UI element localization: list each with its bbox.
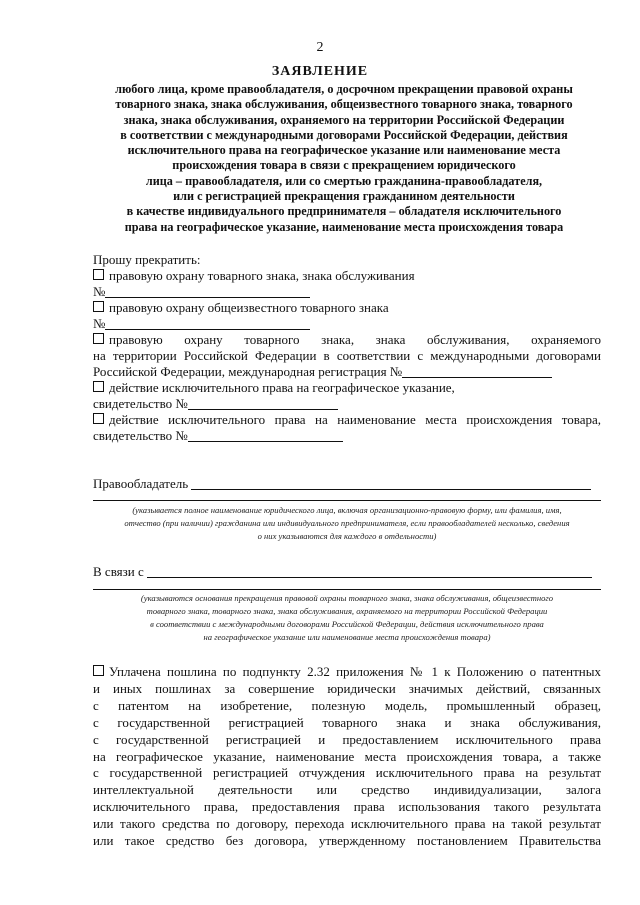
fee-line: или такое средство без договора, утвержденному постановлением Правительства [93,833,601,849]
fee-line-text: Уплачена пошлина по подпункту 2.32 приложения № 1 к Положению о патентных [109,664,601,679]
option-international-label: правовую охрану товарного знака, знака обслуживания, охраняемого [109,332,601,347]
reason-field[interactable] [147,566,592,578]
checkbox-well-known[interactable] [93,301,104,312]
well-known-number-row [93,316,601,332]
subtitle-line: права на географическое указание, наименование места происхождения товара [124,219,564,234]
fee-line: с патентом на изобретение, полезную модель, промышленный образец, [93,697,601,713]
reason-row [93,564,601,580]
certificate-label: свидетельство № [93,428,188,443]
option-trademark [93,268,601,284]
international-registration-field[interactable] [402,366,552,378]
option-geo-indication-label: действие исключительного права на географическое указание, [109,380,455,395]
option-origin-appellation [93,412,601,428]
reason-note-line: товарного знака, товарного знака, знака обслуживания, охраняемого на территории Российской Федерации [146,606,548,616]
international-registration-row [93,364,601,380]
trademark-number-field[interactable] [105,286,310,298]
fee-paragraph [93,664,601,850]
request-label: Прошу прекратить: [93,252,201,267]
option-well-known-label: правовую охрану общеизвестного товарного знака [109,300,389,315]
subtitle-line: происхождения товара в связи с прекращением юридического [172,158,516,173]
reason-note-line: в соответствии с международными договорами Российской Федерации, действия исключительного права [150,619,544,629]
reason-second-line[interactable] [93,589,601,590]
option-international [93,332,601,348]
geo-certificate-row [93,396,601,412]
checkbox-geo-indication[interactable] [93,381,104,392]
document-title: ЗАЯВЛЕНИЕ [271,64,369,79]
certificate-label: свидетельство № [93,396,188,411]
option-trademark-label: правовую охрану товарного знака, знака обслуживания [109,268,415,283]
fee-line: или такого средства по договору, перехода исключительного права на такой результат [93,816,601,832]
origin-certificate-row [93,428,601,444]
number-label: № [93,316,106,331]
subtitle-line: в качестве индивидуального предпринимателя – обладателя исключительного [126,204,562,219]
number-label: № [93,284,106,299]
fee-line: исключительного права, предоставления права использования такого результата [93,799,601,815]
subtitle-line: или с регистрацией прекращения гражданином деятельности [173,189,515,204]
holder-note-line: отчество (при наличии) гражданина или индивидуального предпринимателя, если правообладателей несколько, сведения [124,518,570,528]
document-subtitle [88,82,600,235]
page-number: 2 [316,40,324,55]
subtitle-line: любого лица, кроме правообладателя, о досрочном прекращении правовой охраны [115,82,573,96]
holder-note [93,504,601,543]
option-international-line2: на территории Российской Федерации в соответствии с международными договорами [93,348,601,363]
origin-certificate-field[interactable] [188,430,343,442]
subtitle-line: товарного знака, знака обслуживания, общеизвестного товарного знака, товарного [115,97,573,112]
checkbox-international[interactable] [93,333,104,344]
well-known-number-field[interactable] [105,318,310,330]
reason-note [93,592,601,644]
checkbox-trademark[interactable] [93,269,104,280]
holder-note-line: (указывается полное наименование юридического лица, включая организационно-правовую форму, или фамилия, имя, [132,505,562,515]
option-geo-indication [93,380,601,396]
checkbox-fee-paid[interactable] [93,665,104,676]
reason-note-line: (указываются основания прекращения правовой охраны товарного знака, знака обслуживания, общеизвестного [140,593,554,603]
holder-field[interactable] [191,478,591,490]
fee-line: с государственной регистрацией отчуждения исключительного права на результат [93,765,601,781]
option-well-known [93,300,601,316]
fee-line: с государственной регистрацией товарного знака и знака обслуживания, [93,714,601,730]
checkbox-origin-appellation[interactable] [93,413,104,424]
fee-line: и иных пошлинах за совершение юридически значимых действий, связанных [93,680,601,696]
international-registration-label: Российской Федерации, международная регистрация № [93,364,403,379]
option-origin-appellation-label: действие исключительного права на наименование места происхождения товара, [109,412,601,427]
fee-line [93,664,601,681]
subtitle-line: лица – правообладателя, или со смертью гражданина-правообладателя, [145,173,543,188]
fee-line: интеллектуальной деятельности или средство индивидуализации, залога [93,782,601,798]
fee-line: с государственной регистрацией и предоставлением исключительного права [93,731,601,747]
reason-label: В связи с [93,564,144,579]
subtitle-line: знака, знака обслуживания, охраняемого на территории Российской Федерации [123,112,565,127]
fee-line: на географическое указание, наименование места происхождения товара, а также [93,748,601,764]
holder-row [93,476,601,492]
subtitle-line: исключительного права на географическое указание или наименование места [127,143,561,158]
trademark-number-row [93,284,601,300]
request-section [93,252,601,444]
reason-note-line: на географическое указание или наименование места происхождения товара) [203,632,491,642]
holder-label: Правообладатель [93,476,189,491]
geo-certificate-field[interactable] [188,398,338,410]
holder-second-line[interactable] [93,500,601,501]
subtitle-line: в соответствии с международными договорами Российской Федерации, действия [120,127,568,142]
holder-note-line: о них указываются для каждого в отдельности) [257,531,437,541]
